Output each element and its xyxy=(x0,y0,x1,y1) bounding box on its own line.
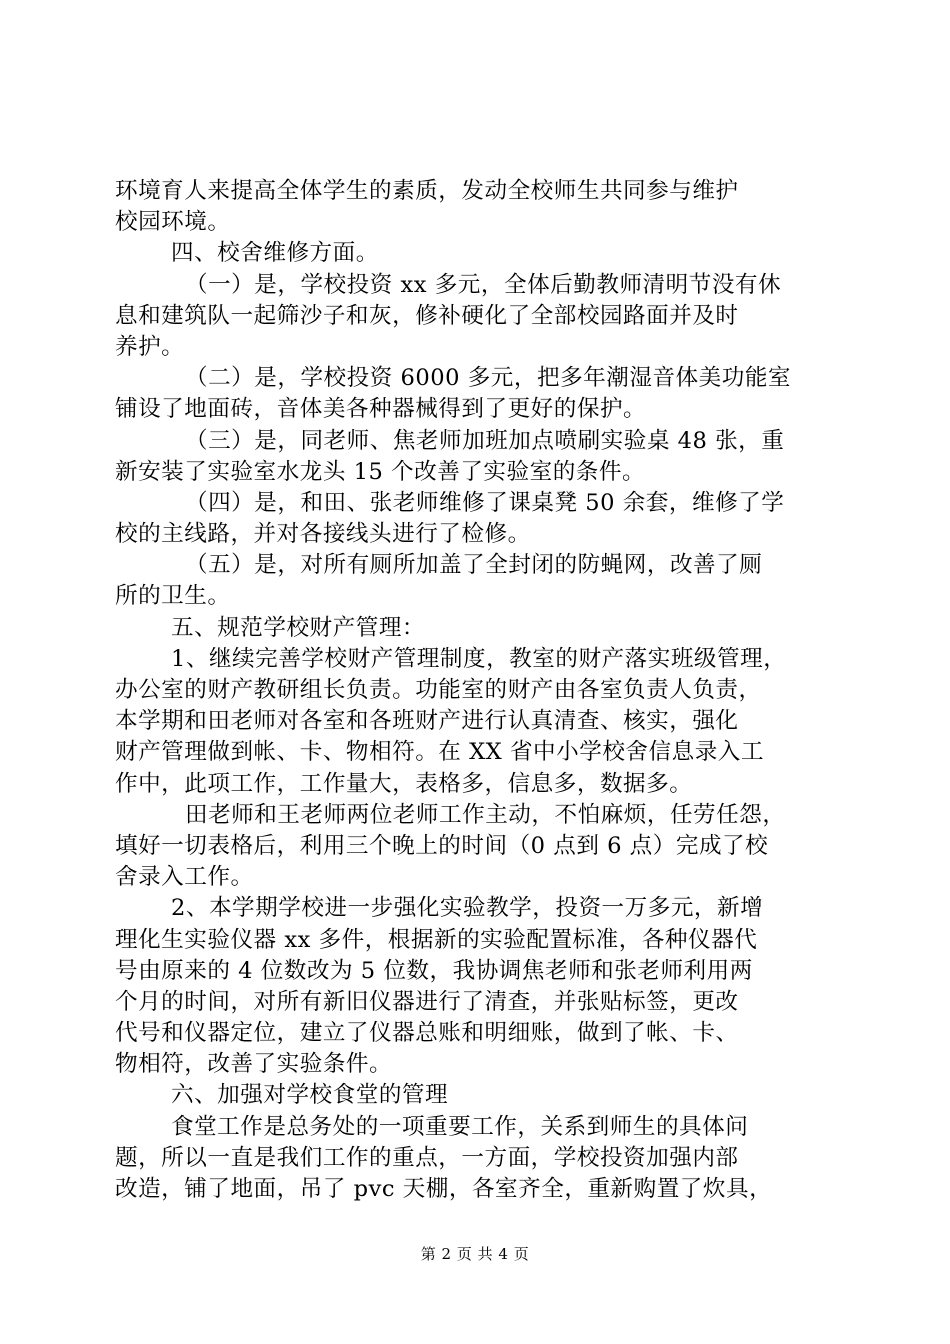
text-line: 个月的时间，对所有新旧仪器进行了清查，并张贴标签，更改 xyxy=(115,988,739,1015)
text-line: （五）是，对所有厕所加盖了全封闭的防蝇网，改善了厕 xyxy=(185,552,763,579)
text-line: 物相符，改善了实验条件。 xyxy=(115,1051,393,1078)
document-body xyxy=(115,176,840,1205)
text-line: 号由原来的 4 位数改为 5 位数，我协调焦老师和张老师利用两 xyxy=(115,957,753,984)
text-line: 六、加强对学校食堂的管理 xyxy=(171,1082,449,1109)
text-line: 校园环境。 xyxy=(115,209,231,236)
text-line: 2、本学期学校进一步强化实验教学，投资一万多元，新增 xyxy=(171,895,764,922)
text-line: 食堂工作是总务处的一项重要工作，关系到师生的具体问 xyxy=(171,1113,749,1140)
text-line: 新安装了实验室水龙头 15 个改善了实验室的条件。 xyxy=(115,458,646,485)
text-line: 改造，铺了地面，吊了 pvc 天棚，各室齐全，重新购置了炊具， xyxy=(115,1176,773,1202)
text-line: 五、规范学校财产管理： xyxy=(171,614,426,641)
text-line: 所的卫生。 xyxy=(115,583,231,610)
text-line: 财产管理做到帐、卡、物相符。在 XX 省中小学校舍信息录入工 xyxy=(115,739,764,766)
text-line: 填好一切表格后，利用三个晚上的时间（0 点到 6 点）完成了校 xyxy=(115,832,769,859)
text-line: 题，所以一直是我们工作的重点，一方面，学校投资加强内部 xyxy=(115,1144,739,1171)
text-line: 1、继续完善学校财产管理制度，教室的财产落实班级管理， xyxy=(171,645,787,672)
text-line: 本学期和田老师对各室和各班财产进行认真清查、核实，强化 xyxy=(115,708,739,735)
text-line: 理化生实验仪器 xx 多件，根据新的实验配置标准，各种仪器代 xyxy=(115,926,758,953)
text-line: 环境育人来提高全体学生的素质，发动全校师生共同参与维护 xyxy=(115,178,739,204)
text-line: 养护。 xyxy=(115,333,185,360)
text-line: 办公室的财产教研组长负责。功能室的财产由各室负责人负责， xyxy=(115,677,762,703)
text-line: 代号和仪器定位，建立了仪器总账和明细账，做到了帐、卡、 xyxy=(115,1020,739,1047)
text-line: 作中，此项工作，工作量大，表格多，信息多，数据多。 xyxy=(115,770,693,797)
text-line: 铺设了地面砖，音体美各种器械得到了更好的保护。 xyxy=(115,396,647,423)
text-line: （二）是，学校投资 6000 多元，把多年潮湿音体美功能室 xyxy=(185,365,792,392)
text-line: （一）是，学校投资 xx 多元，全体后勤教师清明节没有休 xyxy=(185,271,782,298)
text-line: （三）是，同老师、焦老师加班加点喷刷实验桌 48 张，重 xyxy=(185,427,785,454)
text-line: （四）是，和田、张老师维修了课桌凳 50 余套，维修了学 xyxy=(185,489,785,516)
text-line: 四、校舍维修方面。 xyxy=(171,240,379,267)
page-footer: 第 2 页 共 4 页 xyxy=(420,1245,530,1263)
text-line: 舍录入工作。 xyxy=(115,864,254,891)
text-line: 田老师和王老师两位老师工作主动，不怕麻烦，任劳任怨， xyxy=(185,801,786,828)
text-line: 息和建筑队一起筛沙子和灰，修补硬化了全部校园路面并及时 xyxy=(115,302,739,329)
text-line: 校的主线路，并对各接线头进行了检修。 xyxy=(115,521,531,548)
